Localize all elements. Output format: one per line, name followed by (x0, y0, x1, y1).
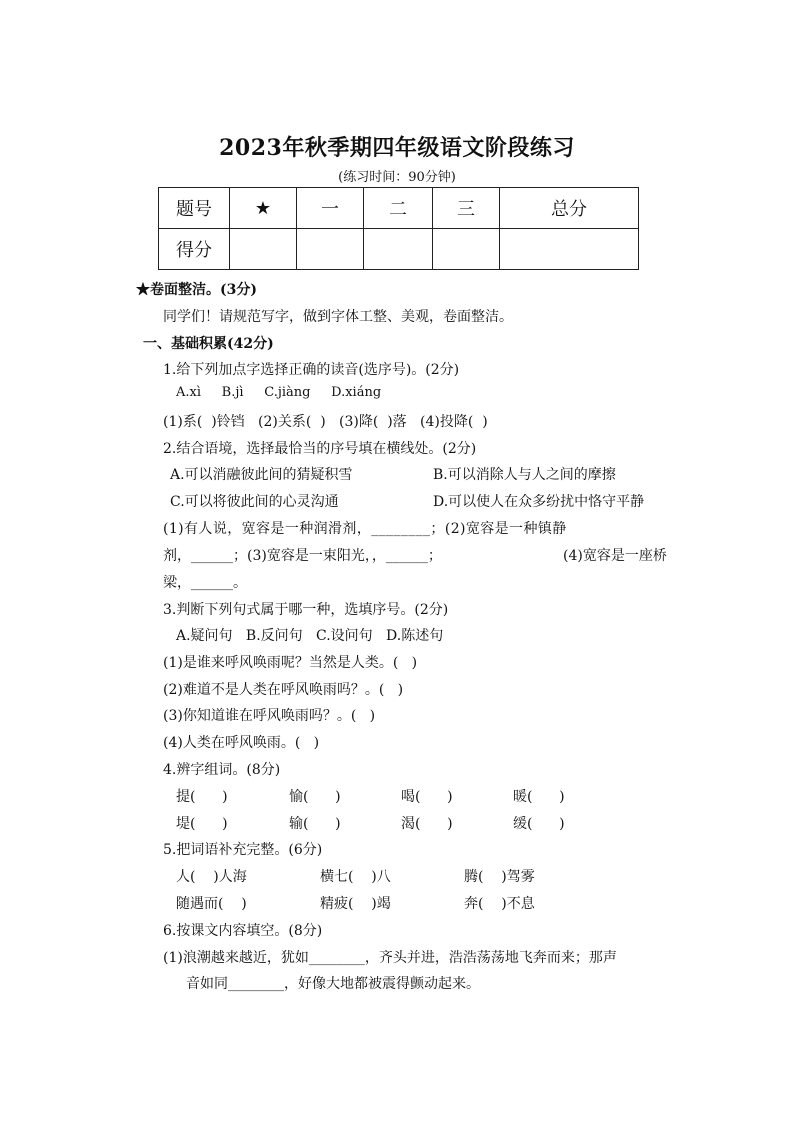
q4-word-6: 输( ) (289, 816, 341, 832)
score-cell-section-3[interactable] (433, 229, 500, 270)
q3-sentence-1: (1)是谁来呼风唤雨呢？当然是人类。( ) (163, 655, 418, 671)
header-section-1: 一 (297, 188, 364, 229)
score-table (158, 187, 639, 270)
q4-word-4: 暖( ) (513, 789, 565, 805)
q3-sentence-3: (3)你知道谁在呼风唤雨吗？。( ) (163, 708, 376, 724)
q6-line1: (1)浪潮越来越近，犹如________，齐头并进，浩浩荡荡地飞奔而来；那声 (163, 950, 617, 966)
q3-sentence-2: (2)难道不是人类在呼风唤雨吗？。( ) (163, 682, 404, 698)
q2-option-c: C.可以将彼此间的心灵沟通 (170, 494, 339, 510)
q4-word-1: 提( ) (176, 789, 228, 805)
score-cell-section-1[interactable] (297, 229, 364, 270)
row-label-score: 得分 (159, 229, 230, 270)
q5-idiom-4: 随遇而( ) (176, 896, 247, 912)
q2-line2-tail: (4)宽容是一座桥 (563, 548, 667, 564)
q3-options: A.疑问句 B.反问句 C.设问句 D.陈述句 (176, 628, 444, 644)
q3-title: 3.判断下列句式属于哪一种，选填序号。(2分) (163, 602, 449, 618)
q1-options: A.xì B.jì C.jiàng D.xiáng (176, 385, 382, 400)
q1-items: (1)系( )铃铛 (2)关系( ) (3)降( )落 (4)投降( ) (163, 414, 488, 430)
q4-word-7: 渴( ) (401, 816, 453, 832)
q2-title: 2.结合语境，选择最恰当的序号填在横线处。(2分) (163, 441, 477, 457)
header-section-3: 三 (433, 188, 500, 229)
section1-heading: 一、基础积累(42分) (143, 336, 274, 352)
score-cell-total[interactable] (500, 229, 639, 270)
score-table-header-row (159, 188, 639, 229)
q2-option-d: D.可以使人在众多纷扰中恪守平静 (433, 494, 645, 510)
score-table-score-row (159, 229, 639, 270)
q5-idiom-5: 精疲( )竭 (320, 896, 391, 912)
header-question-number: 题号 (159, 188, 230, 229)
q4-word-2: 愉( ) (289, 789, 341, 805)
q2-option-b: B.可以消除人与人之间的摩擦 (433, 467, 616, 483)
neatness-heading: ★卷面整洁。(3分) (136, 282, 257, 298)
q6-title: 6.按课文内容填空。(8分) (163, 923, 323, 939)
score-cell-section-2[interactable] (364, 229, 433, 270)
q5-idiom-1: 人( )人海 (176, 869, 247, 885)
q2-option-a: A.可以消融彼此间的猜疑积雪 (170, 467, 353, 483)
neatness-text: 同学们！请规范写字，做到字体工整、美观，卷面整洁。 (163, 309, 513, 325)
header-section-2: 二 (364, 188, 433, 229)
q2-line1: (1)有人说，宽容是一种润滑剂，________；(2)宽容是一种镇静 (163, 521, 567, 537)
header-star: ★ (230, 188, 297, 229)
q5-idiom-2: 横七( )八 (320, 869, 391, 885)
q4-word-5: 堤( ) (176, 816, 228, 832)
q4-word-3: 喝( ) (401, 789, 453, 805)
header-total: 总分 (500, 188, 639, 229)
q4-title: 4.辨字组词。(8分) (163, 762, 281, 778)
q5-title: 5.把词语补充完整。(6分) (163, 842, 323, 858)
exam-time: (练习时间：90分钟) (338, 170, 456, 185)
q6-line2: 音如同________，好像大地都被震得颤动起来。 (186, 976, 480, 992)
score-cell-star[interactable] (230, 229, 297, 270)
q4-word-8: 缓( ) (513, 816, 565, 832)
q1-title: 1.给下列加点字选择正确的读音(选序号)。(2分) (163, 362, 460, 378)
q3-sentence-4: (4)人类在呼风唤雨。( ) (163, 735, 320, 751)
q5-idiom-3: 腾( )驾雾 (464, 869, 535, 885)
page-title: 2023年秋季期四年级语文阶段练习 (219, 135, 575, 161)
q5-idiom-6: 奔( )不息 (464, 896, 535, 912)
q2-line3: 梁，______。 (163, 575, 247, 591)
q2-line2: 剂，______；(3)宽容是一束阳光，，______； (163, 548, 442, 564)
